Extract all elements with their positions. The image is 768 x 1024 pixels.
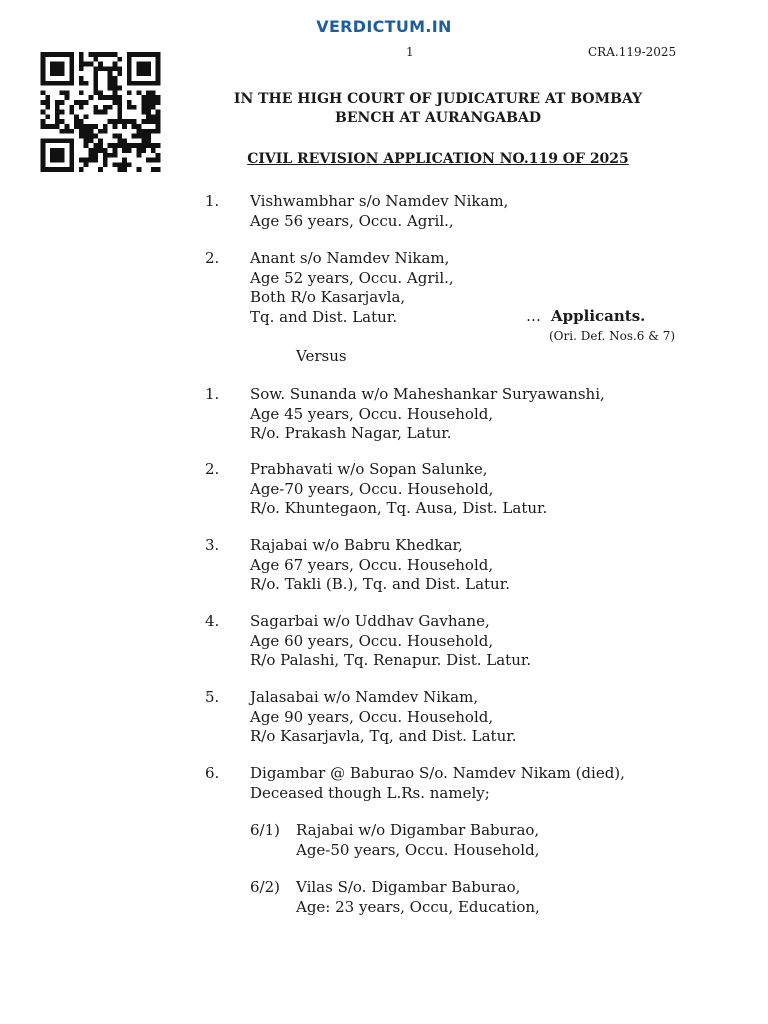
respondent-5-line: Age 90 years, Occu. Household, — [250, 707, 494, 726]
applicants-label: Applicants. — [551, 307, 646, 325]
respondent-1-number: 1. — [205, 385, 220, 403]
legal-heir-1-line: Age-50 years, Occu. Household, — [296, 840, 540, 859]
legal-heir-1-line: Rajabai w/o Digambar Baburao, — [296, 821, 540, 839]
respondent-6-line: Deceased though L.Rs. namely; — [250, 783, 490, 802]
respondent-5-line: R/o Kasarjavla, Tq, and Dist. Latur. — [250, 727, 517, 745]
respondent-1-line: Age 45 years, Occu. Household, — [250, 404, 494, 423]
legal-heir-2-line: Vilas S/o. Digambar Baburao, — [296, 878, 521, 896]
respondent-4-line: Age 60 years, Occu. Household, — [250, 631, 494, 650]
respondent-1-line: Sow. Sunanda w/o Maheshankar Suryawanshi, — [250, 385, 605, 403]
respondent-3-line: R/o. Takli (B.), Tq. and Dist. Latur. — [250, 575, 511, 593]
respondent-2-line: Prabhavati w/o Sopan Salunke, — [250, 460, 488, 478]
legal-heir-2-number: 6/2) — [250, 878, 280, 896]
role-dots: … — [526, 307, 541, 325]
legal-heir-1-number: 6/1) — [250, 821, 280, 839]
applicant-2-line: Age 52 years, Occu. Agril., — [250, 268, 454, 287]
respondent-4-line: R/o Palashi, Tq. Renapur. Dist. Latur. — [250, 651, 532, 669]
applicant-1-number: 1. — [205, 192, 220, 210]
applicant-2-number: 2. — [205, 249, 220, 267]
applicant-1-line: Vishwambhar s/o Namdev Nikam, — [250, 192, 509, 210]
court-name: IN THE HIGH COURT OF JUDICATURE AT BOMBAY — [233, 91, 643, 107]
respondent-4-line: Sagarbai w/o Uddhav Gavhane, — [250, 612, 490, 630]
applicant-2-line: Anant s/o Namdev Nikam, — [250, 249, 450, 267]
applicant-1-line: Age 56 years, Occu. Agril., — [250, 211, 454, 230]
respondent-5-number: 5. — [205, 688, 220, 706]
respondent-2-line: Age-70 years, Occu. Household, — [250, 479, 494, 498]
legal-heir-2-line: Age: 23 years, Occu, Education, — [296, 897, 540, 916]
respondent-6-number: 6. — [205, 764, 220, 782]
case-reference: CRA.119-2025 — [588, 45, 677, 59]
respondent-6-line: Digambar @ Baburao S/o. Namdev Nikam (died), — [250, 764, 625, 782]
respondent-2-line: R/o. Khuntegaon, Tq. Ausa, Dist. Latur. — [250, 499, 548, 517]
page-number: 1 — [406, 45, 414, 59]
watermark-logo: VERDICTUM.IN — [316, 17, 452, 36]
applicant-2-line: Both R/o Kasarjavla, — [250, 288, 406, 306]
court-bench: BENCH AT AURANGABAD — [335, 110, 541, 126]
applicant-2-line: Tq. and Dist. Latur. — [250, 307, 398, 326]
respondent-2-number: 2. — [205, 460, 220, 478]
applicants-note: (Ori. Def. Nos.6 & 7) — [549, 329, 676, 343]
respondent-1-line: R/o. Prakash Nagar, Latur. — [250, 424, 452, 442]
respondent-3-number: 3. — [205, 536, 220, 554]
respondent-5-line: Jalasabai w/o Namdev Nikam, — [250, 688, 479, 706]
versus-label: Versus — [296, 347, 347, 365]
case-title: CIVIL REVISION APPLICATION NO.119 OF 2025 — [247, 151, 629, 167]
respondent-3-line: Age 67 years, Occu. Household, — [250, 555, 494, 574]
respondent-4-number: 4. — [205, 612, 220, 630]
respondent-3-line: Rajabai w/o Babru Khedkar, — [250, 536, 463, 554]
